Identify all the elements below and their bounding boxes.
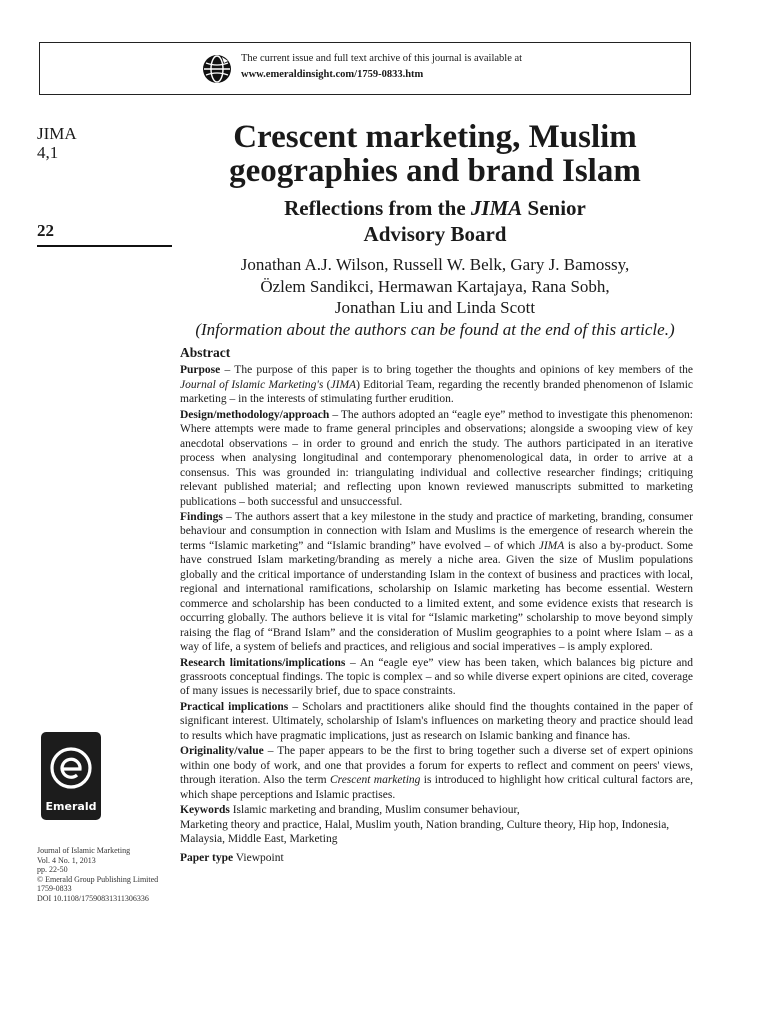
section-label: Purpose [180,364,221,377]
title-line: Crescent marketing, Muslim [233,119,637,155]
title-line: geographies and brand Islam [229,153,641,189]
keywords-text: Malaysia, Middle East, Marketing [180,832,338,845]
section-text: – The authors assert that a key milestone in the study and practice of marketing, branding, consumer behaviour and consumption in connection with Islam and Muslims is the emergence of research wherein the terms “Islamic marketing” and “Islamic branding” have evolved – of which [180,510,693,552]
section-label: Design/methodology/approach [180,408,330,421]
section-italic: JIMA [538,539,565,552]
journal-abbrev: JIMA [37,124,77,143]
section-text: ) Editorial Team, regarding the recently branded phenomenon of Islamic marketing – in the interests of stimulating further erudition. [180,378,693,406]
section-italic: Journal of Islamic Marketing's [180,378,324,391]
paper-type-value: Viewpoint [233,852,284,865]
section-label: Originality/value [180,745,264,758]
section-label: Research limitations/implications [180,656,346,669]
abstract-heading: Abstract [180,345,231,360]
section-label: Findings [180,510,223,523]
logo-label: Emerald [45,800,97,813]
pubinfo-doi: DOI 10.1108/17590831311306336 [37,893,149,903]
author-line: Jonathan A.J. Wilson, Russell W. Belk, Gary J. Bamossy, [240,255,630,274]
section-label: Keywords [180,804,230,817]
pubinfo-line: Vol. 4 No. 1, 2013 [37,855,96,865]
page-number-rule [37,245,172,247]
pubinfo-line: pp. 22-50 [37,865,68,875]
article-subtitle [180,195,690,247]
pubinfo-line: Journal of Islamic Marketing [37,846,131,855]
abstract-purpose [180,363,693,406]
page-number: 22 [37,221,54,240]
subtitle-line: Advisory Board [363,222,507,246]
section-text: – Scholars and practitioners alike should find the thoughts contained in the paper of significant interest. Ultimately, scholarship of Islam's influences on marketing theory and practice should lead to results which have pragmatic implications, just as research on Islamic banking and finance has. [180,700,693,742]
publication-info [37,846,158,904]
author-note: (Information about the authors can be found at the end of this article.) [195,319,675,339]
globe-icon [202,54,232,84]
banner-text: The current issue and full text archive of this journal is available at [241,53,523,64]
keywords-text: Marketing theory and practice, Halal, Muslim youth, Nation branding, Culture theory, Hip hop, Indonesia, [180,818,670,831]
article-title [180,120,690,188]
author-list [180,254,690,340]
subtitle-text: Senior [522,196,586,220]
author-line: Özlem Sandikci, Hermawan Kartajaya, Rana Sobh, [260,276,610,296]
section-text: – The paper appears to be the first to bring together such a diverse set of expert opinions within one body of work, and one that provides a forum for experts to reflect and comment on peers' views, through iteration. Also the term [180,745,693,787]
subtitle-journal: JIMA [470,196,523,220]
journal-availability-banner [39,42,691,95]
abstract-originality [180,744,693,802]
pubinfo-line: 1759-0833 [37,884,72,894]
section-italic: Crescent marketing [329,774,421,787]
author-line: Jonathan Liu and Linda Scott [334,298,536,317]
section-text: is also a by-product. Some have construed Islam marketing/branding as merely a niche area. Given the size of Muslim populations globally and the critical importance of understanding Islam in the context of business and practices with local, regional and international ramifications, scholarship on Islamic marketing has become essential. Western commerce and scholarship has been conducted to a limited extent, and some evidence exists that research is occurring globally. The authors believe it is vital for “Islamic marketing” scholarship to move beyond simply raising the flag of “Brand Islam” and the consideration of Muslim geographies to a point where Islam – as a way of life, a system of beliefs and practices, and religious and social imperatives – is amply explored. [180,539,693,654]
section-text: – The purpose of this paper is to bring together the thoughts and opinions of key members of the [220,364,693,377]
section-text: is introduced to highlight how critical cultural factors are, which shape perceptions and Islamic practises. [180,774,693,801]
subtitle-text: Reflections from the [284,196,471,220]
pubinfo-line: © Emerald Group Publishing Limited [37,874,159,884]
abstract-paper-type [180,851,693,865]
abstract-design [180,408,693,509]
keywords-text: Islamic marketing and branding, Muslim consumer behaviour, [229,804,520,817]
section-label: Practical implications [180,700,289,713]
emerald-logo [41,732,101,820]
section-text: – An “eagle eye” view has been taken, which balances big picture and grassroots conceptual findings. The topic is complex – and so while diverse expert opinions are cited, coverage of many issues is necessarily brief, due to space constraints. [180,656,693,698]
section-text: ( [323,378,331,391]
journal-volume: 4,1 [37,143,59,162]
abstract-findings [180,510,693,655]
section-text: – The authors adopted an “eagle eye” method to investigate this phenomenon: Where attempts were made to frame general principles and observations; alongside a swooping view of key anecdotal observations – in order to ground and enrich the study. The authors participated in an iterative process when analysing longitudinal and contemporary phenomenological data, in order to arrive at a consensus. This was grounded in: triangulating individual and collective researcher findings; critiquing relevant published material; and reflecting upon known reviewed manuscripts submitted to marketing publications – both successful and unsuccessful. [180,408,693,508]
abstract-keywords [180,803,693,846]
abstract [180,346,693,867]
abstract-practical [180,700,693,743]
section-italic: JIMA [330,378,357,391]
journal-code [37,124,77,162]
abstract-limitations [180,656,693,699]
section-label: Paper type [180,852,234,865]
banner-url-link[interactable]: www.emeraldinsight.com/1759-0833.htm [241,69,424,80]
